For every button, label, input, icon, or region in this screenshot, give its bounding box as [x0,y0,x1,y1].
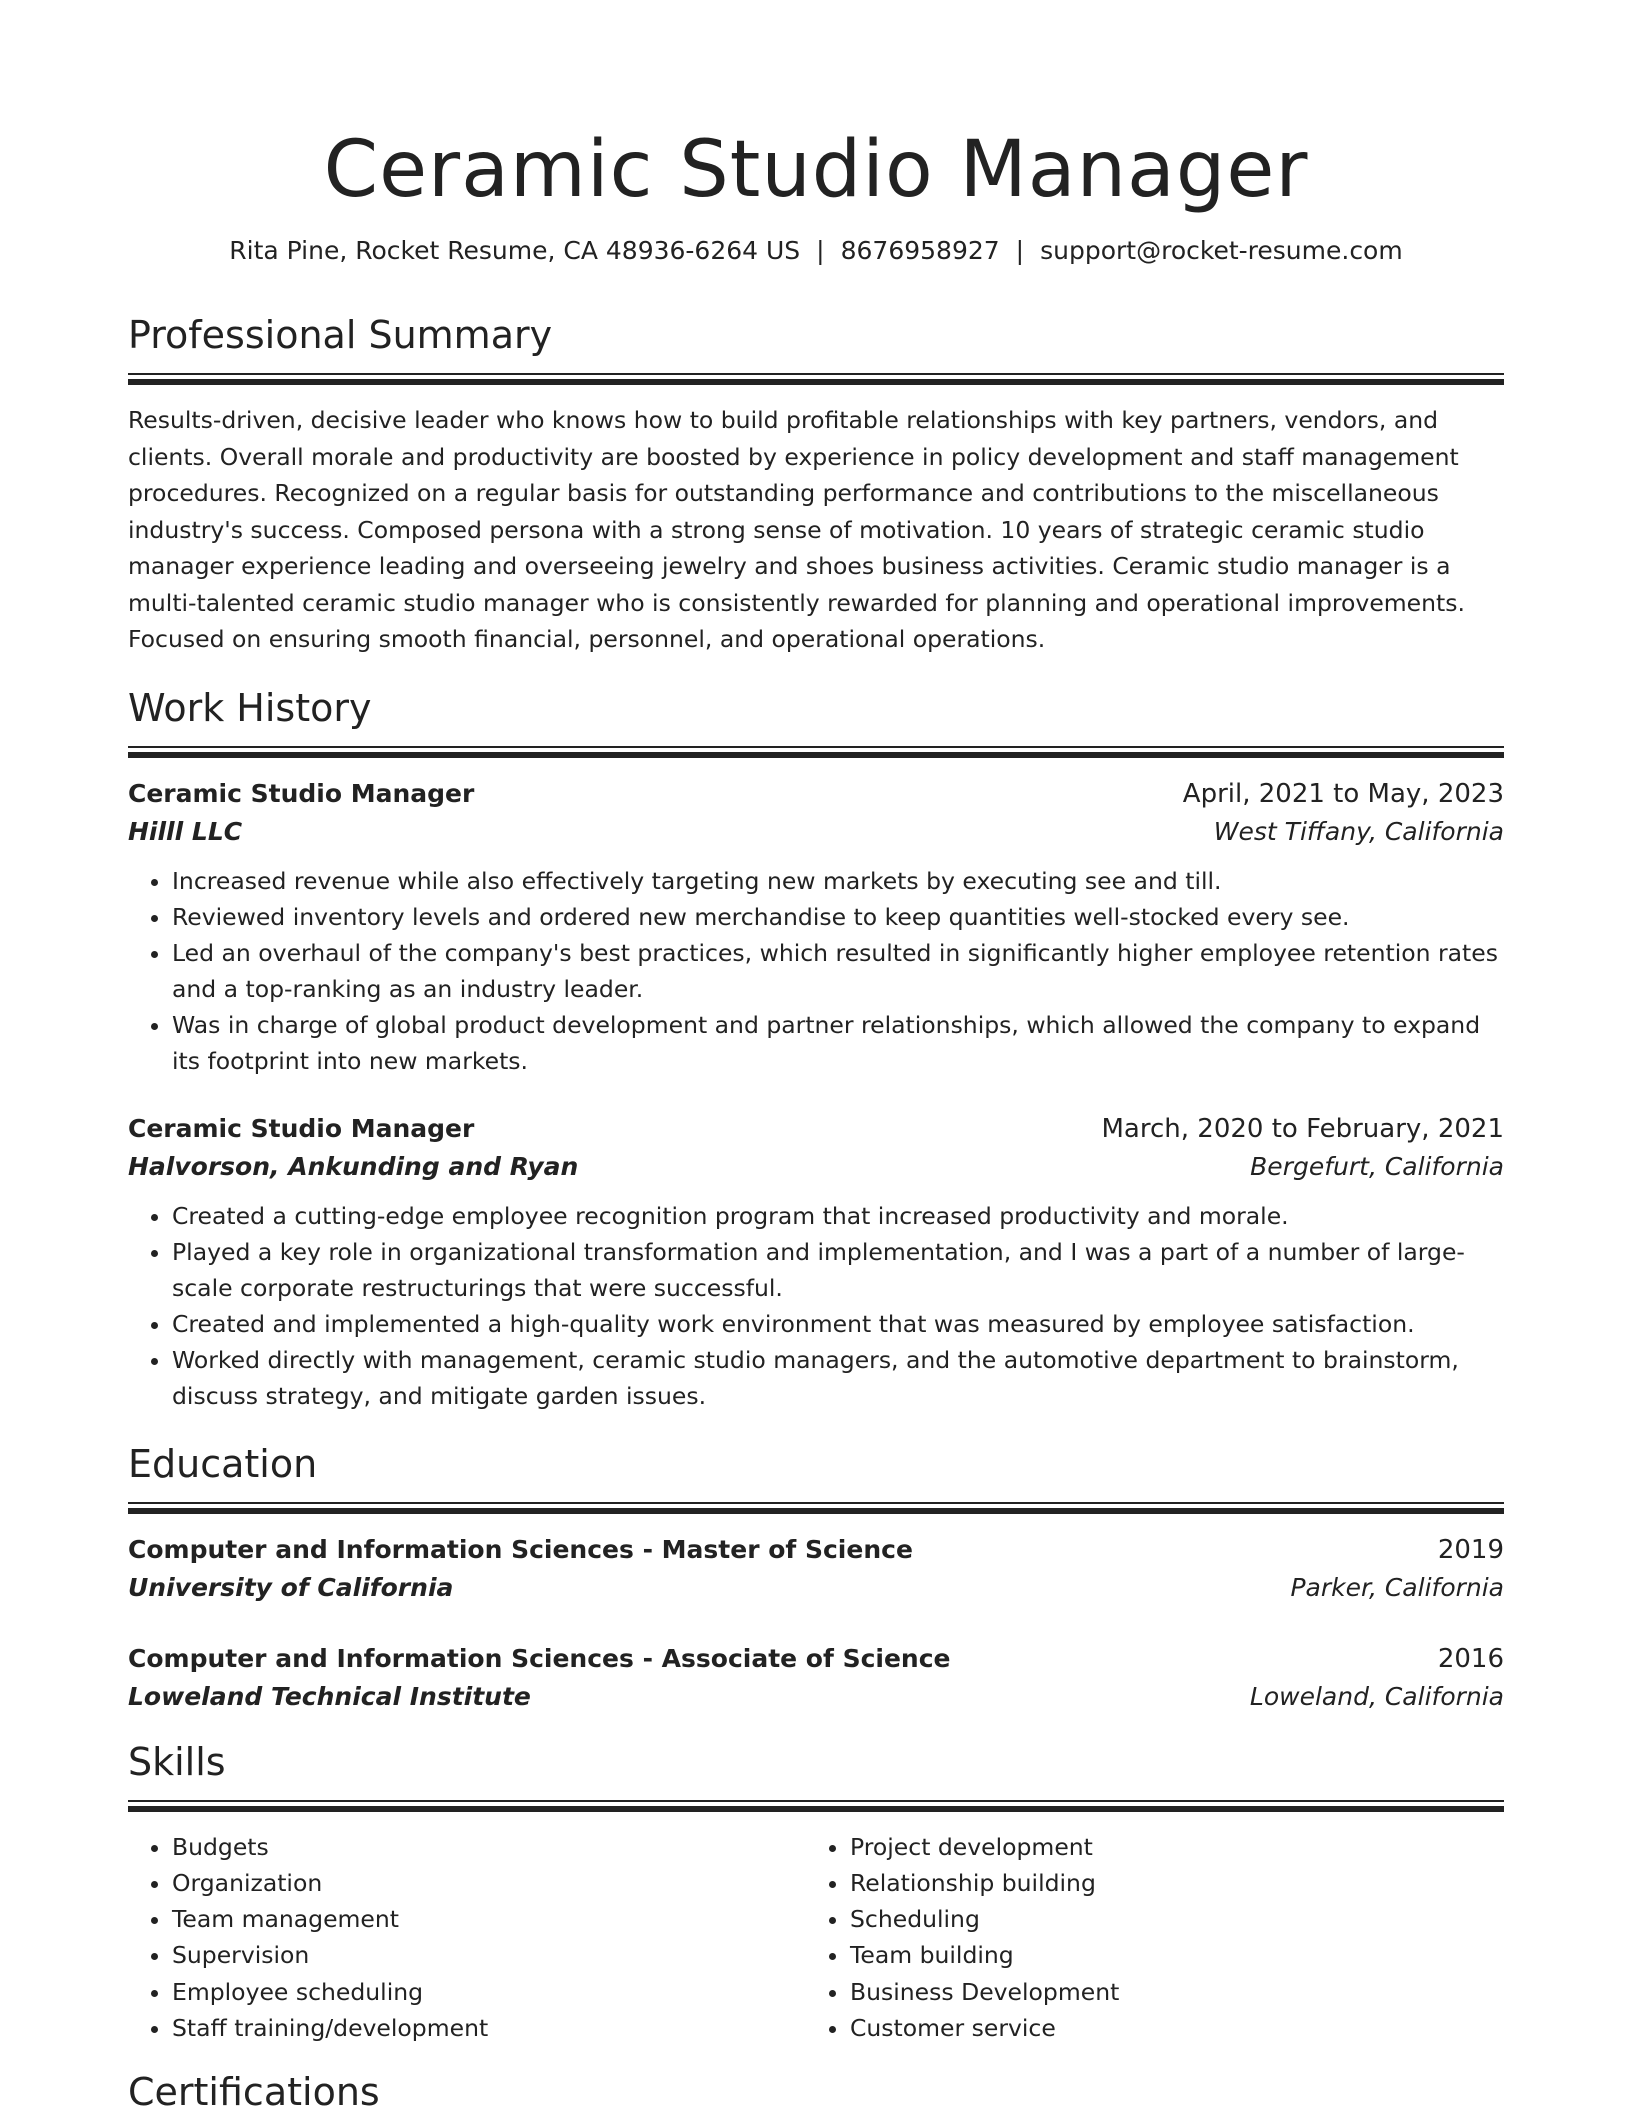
job-bullet: • Created a cutting-edge employee recognition program that increased productivity and morale. [172,1198,1504,1234]
skill-item: • Supervision [172,1937,806,1973]
education-school: Loweland Technical Institute [128,1681,531,1711]
job-title: Ceramic Studio Manager [128,1113,475,1143]
section-heading-skills: Skills [128,1739,226,1784]
job-dates: March, 2020 to February, 2021 [1101,1113,1504,1144]
education-year: 2019 [1437,1534,1504,1565]
certifications-section [128,2068,1504,2116]
job-bullets [128,863,1504,1079]
skills-columns [128,1829,1504,2047]
job-location: Bergefurt, California [1250,1151,1504,1181]
section-divider [128,373,1504,384]
section-divider [128,746,1504,757]
section-divider [128,1502,1504,1513]
skill-item: • Business Development [850,1974,1490,2010]
job-title: Ceramic Studio Manager [128,778,475,808]
section-heading-work: Work History [128,685,372,730]
skill-item: • Project development [850,1829,1490,1865]
contact-separator: | [816,236,825,265]
skill-item: • Budgets [172,1829,806,1865]
skill-item: • Staff training/development [172,2010,806,2046]
job-bullet: • Was in charge of global product development and partner relationships, which allowed the company to expand its footprint into new markets. [172,1007,1504,1079]
contact-line [128,234,1504,268]
work-history-section [128,684,1504,1414]
job-entry [128,1110,1504,1414]
job-location: West Tiffany, California [1213,816,1504,846]
job-bullet: • Played a key role in organizational transformation and implementation, and I was a part of a number of large-scale corporate restructurings that were successful. [172,1234,1504,1306]
skill-item: • Customer service [850,2010,1490,2046]
education-degree: Computer and Information Sciences - Associate of Science [128,1643,951,1673]
skill-item: • Scheduling [850,1901,1490,1937]
skill-item: • Organization [172,1865,806,1901]
skill-item: • Relationship building [850,1865,1490,1901]
contact-address: Rita Pine, Rocket Resume, CA 48936-6264 US [229,236,801,265]
job-bullet: • Led an overhaul of the company's best practices, which resulted in significantly higher employee retention rates and a top-ranking as an industry leader. [172,935,1504,1007]
job-dates: April, 2021 to May, 2023 [1182,778,1504,809]
section-heading-education: Education [128,1441,318,1486]
education-school: University of California [128,1572,454,1602]
job-entry [128,775,1504,1079]
job-company: Hilll LLC [128,816,243,846]
contact-email: support@rocket-resume.com [1040,236,1403,265]
contact-phone: 8676958927 [840,236,1000,265]
summary-text: Results-driven, decisive leader who knows how to build profitable relationships with key partners, vendors, and clients. Overall morale and productivity are boosted by experience in policy development and staff management procedures. Recognized on a regular basis for outstanding performance and contributions to the miscellaneous industry's success. Composed persona with a strong sense of motivation. 10 years of strategic ceramic studio manager experience leading and overseeing jewelry and shoes business activities. Ceramic studio manager is a multi-talented ceramic studio manager who is consistently rewarded for planning and operational improvements. Focused on ensuring smooth financial, personnel, and operational operations. [128,406,1465,653]
section-heading-summary: Professional Summary [128,313,553,357]
education-entry [128,1531,1504,1607]
job-bullet: • Created and implemented a high-quality work environment that was measured by employee satisfaction. [172,1306,1504,1342]
contact-separator: | [1015,236,1025,265]
section-heading-certifications: Certifications [128,2070,380,2115]
skills-list-right [806,1829,1490,2047]
skills-section [128,1738,1504,2047]
job-bullet: • Increased revenue while also effectively targeting new markets by executing see and till. [172,863,1504,899]
section-divider [128,1800,1504,1811]
job-company: Halvorson, Ankunding and Ryan [128,1151,579,1181]
education-section [128,1440,1504,1716]
resume-page [128,0,1504,2116]
education-location: Parker, California [1290,1572,1504,1602]
education-degree: Computer and Information Sciences - Master of Science [128,1534,913,1564]
education-entry [128,1640,1504,1716]
skill-item: • Team building [850,1937,1490,1973]
job-bullet: • Worked directly with management, ceramic studio managers, and the automotive department to brainstorm, discuss strategy, and mitigate garden issues. [172,1342,1504,1414]
skill-item: • Team management [172,1901,806,1937]
skill-item: • Employee scheduling [172,1974,806,2010]
job-bullets [128,1198,1504,1414]
job-bullet: • Reviewed inventory levels and ordered new merchandise to keep quantities well-stocked every see. [172,899,1504,935]
resume-title: Ceramic Studio Manager [323,125,1309,215]
education-location: Loweland, California [1249,1681,1504,1711]
education-year: 2016 [1437,1643,1504,1674]
summary-section [128,311,1504,658]
skills-list-left [128,1829,806,2047]
